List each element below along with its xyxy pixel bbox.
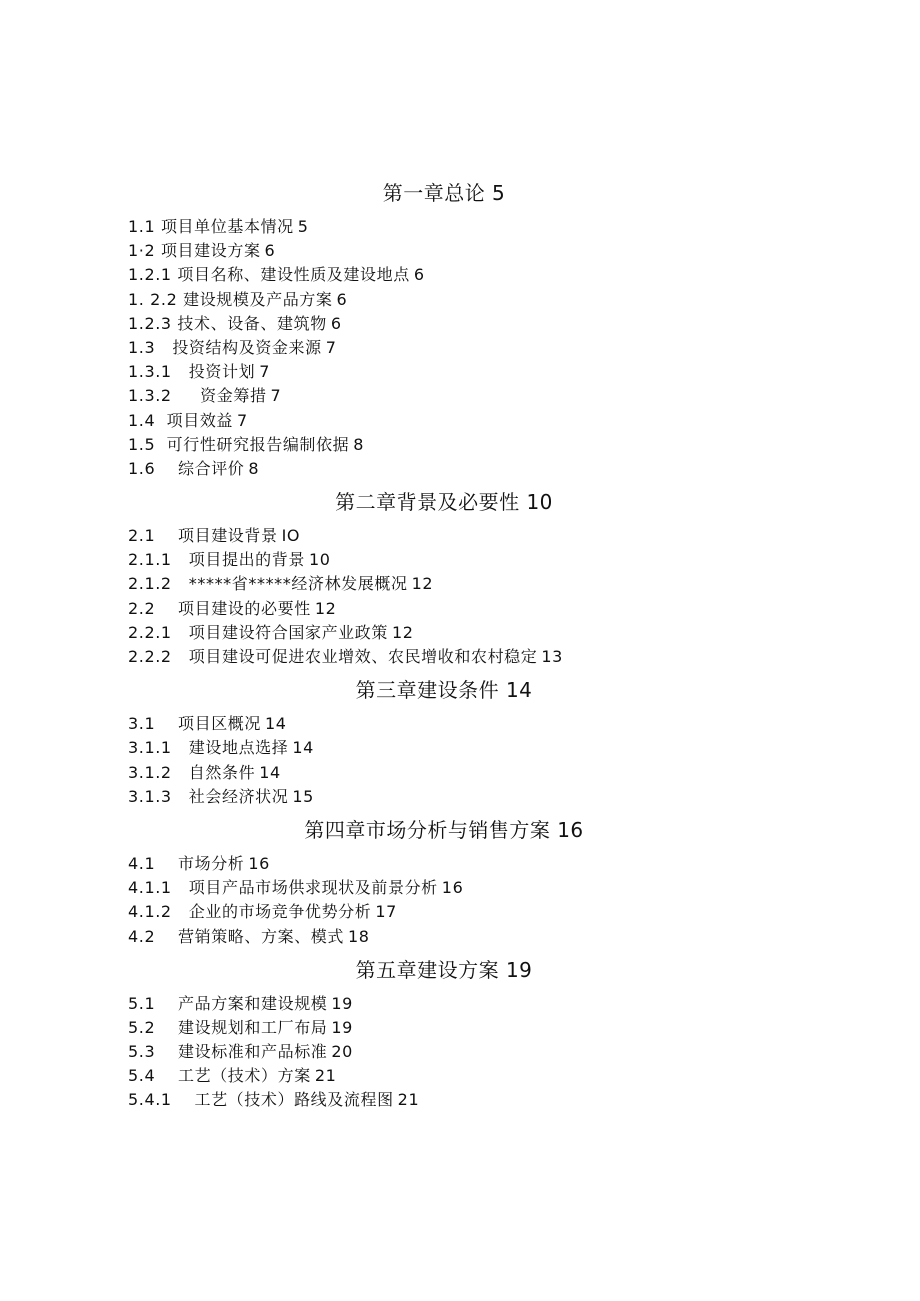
chapter-title: 第五章建设方案 19	[355, 957, 533, 982]
entry-page: 13	[541, 647, 563, 666]
toc-entry	[128, 1040, 828, 1064]
entry-page: 17	[375, 902, 397, 922]
toc-entry	[128, 360, 828, 384]
toc-entry	[128, 239, 828, 263]
chapter-1	[128, 176, 828, 481]
entry-number: 1.3.2	[128, 386, 201, 406]
toc-entry	[128, 785, 828, 809]
entry-page: 8	[248, 458, 260, 478]
entry-page: 5	[297, 217, 309, 236]
entry-number: 5.3	[128, 1042, 178, 1062]
chapter-entries	[128, 852, 828, 949]
entry-number: 3.1	[128, 714, 178, 734]
entry-text: 项目建设背景	[178, 526, 278, 546]
toc-entry	[128, 384, 828, 408]
entry-text: 自然条件	[188, 762, 256, 782]
entry-text: 项目名称、建设性质及建设地点	[177, 265, 410, 285]
toc-entry	[128, 736, 828, 760]
toc-entry	[128, 1064, 828, 1088]
chapter-title: 第三章建设条件 14	[355, 678, 533, 703]
entry-page: 12	[391, 622, 414, 642]
entry-number: 1.6	[128, 458, 178, 478]
table-of-contents	[128, 176, 828, 1117]
toc-entry	[128, 992, 828, 1016]
entry-text: 建设标准和产品标准	[178, 1042, 328, 1062]
entry-page: 14	[265, 714, 287, 734]
entry-text: 建设规模及产品方案	[183, 289, 333, 309]
entry-text: 社会经济状况	[188, 786, 289, 806]
entry-number: 1.2.3	[128, 313, 178, 333]
entry-text: 市场分析	[178, 853, 245, 873]
toc-entry	[128, 548, 828, 572]
entry-number: 5.1	[128, 993, 178, 1013]
entry-page: 7	[259, 362, 270, 382]
toc-entry	[128, 263, 828, 287]
entry-text: 技术、设备、建筑物	[177, 313, 327, 333]
entry-page: 12	[314, 598, 337, 618]
toc-entry	[128, 457, 828, 481]
toc-entry	[128, 621, 828, 645]
entry-text: 建设规划和工厂布局	[178, 1017, 328, 1037]
entry-text: 项目建设的必要性	[178, 598, 311, 618]
chapter-2	[128, 485, 828, 669]
toc-entry	[128, 712, 828, 736]
entry-number: 5.4	[128, 1066, 178, 1086]
entry-number: 1.2.1	[128, 265, 178, 285]
entry-text: 项目效益	[166, 410, 234, 430]
entry-text: 项目建设可促进农业增效、农民增收和农村稳定	[188, 647, 538, 666]
entry-page: 7	[237, 410, 248, 430]
toc-entry	[128, 597, 828, 621]
entry-page: 14	[292, 738, 314, 758]
entry-page: 16	[441, 878, 464, 898]
entry-number: 1.5	[128, 434, 167, 454]
entry-page: 16	[248, 853, 270, 873]
entry-page: 7	[270, 386, 282, 406]
toc-entry	[128, 925, 828, 949]
entry-text: 项目单位基本情况	[160, 217, 294, 236]
entry-text: *****省*****经济林发展概况	[188, 574, 408, 594]
entry-number: 4.1.2	[128, 902, 189, 922]
entry-page: IO	[281, 526, 301, 546]
entry-page: 6	[264, 241, 276, 261]
toc-entry	[128, 852, 828, 876]
toc-entry	[128, 1016, 828, 1040]
entry-page: 14	[259, 762, 281, 782]
entry-text: 建设地点选择	[188, 738, 289, 758]
entry-page: 20	[331, 1042, 353, 1062]
entry-text: 产品方案和建设规模	[178, 993, 328, 1013]
entry-page: 12	[411, 574, 434, 594]
chapter-title: 第二章背景及必要性 10	[335, 490, 553, 515]
entry-text: 项目建设符合国家产业政策	[188, 622, 388, 642]
entry-page: 8	[353, 434, 365, 454]
chapter-entries	[128, 712, 828, 809]
entry-text: 项目产品市场供求现状及前景分析	[188, 878, 438, 898]
toc-entry	[128, 572, 828, 596]
entry-number: 2.1	[128, 526, 178, 546]
entry-number: 3.1.2	[128, 762, 189, 782]
toc-entry	[128, 1088, 828, 1112]
entry-text: 投资计划	[188, 362, 256, 382]
chapter-entries	[128, 524, 828, 669]
entry-number: 2.2.1	[128, 622, 189, 642]
entry-page: 18	[348, 926, 370, 946]
entry-text: 项目建设方案	[160, 241, 261, 261]
entry-text: 综合评价	[178, 458, 245, 478]
entry-page: 6	[336, 289, 348, 309]
entry-text: 项目提出的背景	[188, 550, 305, 570]
toc-entry	[128, 336, 828, 360]
entry-number: 1·2	[128, 241, 161, 261]
entry-number: 3.1.1	[128, 738, 189, 758]
toc-entry	[128, 215, 828, 239]
entry-text: 营销策略、方案、模式	[178, 926, 345, 946]
chapter-title: 第四章市场分析与销售方案 16	[304, 817, 584, 842]
chapter-5	[128, 953, 828, 1113]
entry-text: 企业的市场竞争优势分析	[188, 902, 372, 922]
entry-text: 项目区概况	[178, 714, 262, 734]
entry-number: 5.2	[128, 1017, 178, 1037]
chapter-3	[128, 673, 828, 809]
entry-page: 19	[331, 1017, 353, 1037]
entry-number: 2.2.2	[128, 647, 189, 666]
entry-number: 4.1	[128, 853, 178, 873]
toc-entry	[128, 409, 828, 433]
entry-page: 15	[292, 786, 314, 806]
entry-page: 6	[413, 265, 425, 285]
toc-entry	[128, 312, 828, 336]
toc-entry	[128, 288, 828, 312]
entry-number: 4.1.1	[128, 878, 189, 898]
entry-number: 3.1.3	[128, 786, 189, 806]
entry-number: 5.4.1	[128, 1090, 195, 1110]
entry-text: 资金筹措	[200, 386, 267, 406]
entry-number: 1. 2.2	[128, 289, 184, 309]
toc-entry	[128, 876, 828, 900]
entry-page: 6	[330, 313, 342, 333]
toc-entry	[128, 645, 828, 669]
entry-number: 1.3.1	[128, 362, 189, 382]
entry-text: 工艺（技术）路线及流程图	[194, 1090, 394, 1110]
entry-page: 19	[331, 993, 353, 1013]
chapter-title: 第一章总论 5	[382, 181, 506, 205]
entry-page: 21	[314, 1066, 337, 1086]
entry-number: 1.3	[128, 337, 173, 357]
toc-entry	[128, 524, 828, 548]
entry-number: 2.1.1	[128, 550, 189, 570]
entry-number: 1.4	[128, 410, 167, 430]
entry-number: 4.2	[128, 926, 178, 946]
entry-number: 2.1.2	[128, 574, 189, 594]
chapter-entries	[128, 992, 828, 1113]
entry-text: 投资结构及资金来源	[172, 337, 322, 357]
entry-page: 21	[397, 1090, 420, 1110]
toc-entry	[128, 900, 828, 924]
entry-page: 10	[308, 550, 331, 570]
entry-text: 工艺（技术）方案	[178, 1066, 311, 1086]
toc-entry	[128, 433, 828, 457]
toc-entry	[128, 761, 828, 785]
entry-text: 可行性研究报告编制依据	[166, 434, 350, 454]
chapter-entries	[128, 215, 828, 481]
entry-page: 7	[325, 337, 337, 357]
chapter-4	[128, 813, 828, 949]
entry-number: 2.2	[128, 598, 178, 618]
entry-number: 1.1	[128, 217, 161, 236]
